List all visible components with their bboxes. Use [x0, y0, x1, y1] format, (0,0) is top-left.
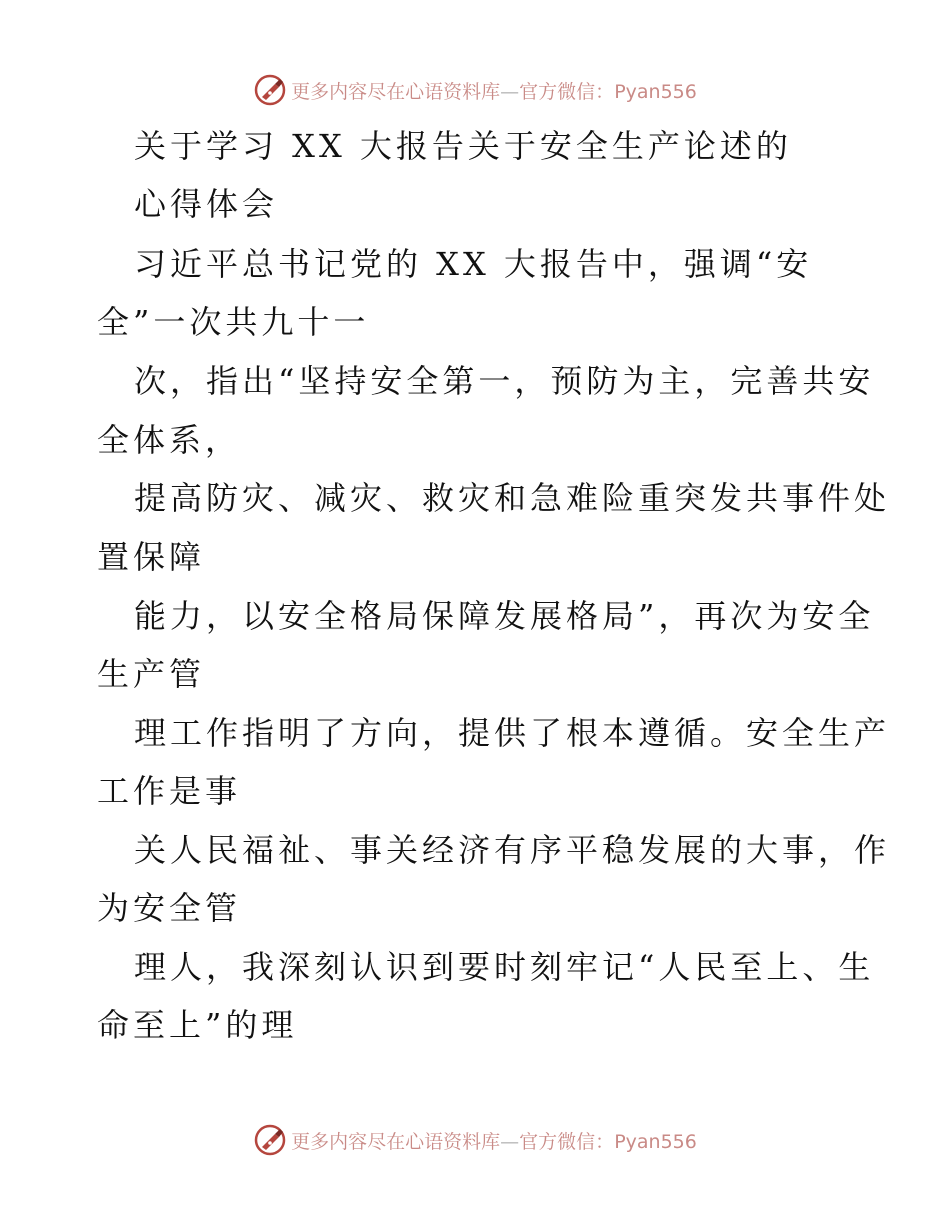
paragraph-line: 全体系，: [97, 421, 242, 459]
paragraph-line: 工作是事: [97, 772, 242, 810]
pen-nib-logo-icon: [253, 73, 287, 107]
paragraph-line: 命至上”的理: [97, 1006, 298, 1044]
banner-text: 更多内容尽在心语资料库—官方微信：Pyan556: [291, 1130, 697, 1153]
paragraph-line: 关人民福祉、事关经济有序平稳发展的大事，作: [134, 831, 891, 869]
footer-banner: [0, 1120, 950, 1160]
contact-id: Pyan556: [614, 1130, 697, 1153]
paragraph-line: 理人，我深刻认识到要时刻牢记“人民至上、生: [134, 948, 875, 986]
paragraph-line: 能力，以安全格局保障发展格局”，再次为安全: [134, 597, 875, 635]
paragraph-line: 为安全管: [97, 889, 242, 927]
pen-nib-logo-icon: [253, 1123, 287, 1157]
paragraph-line: 置保障: [97, 538, 206, 576]
paragraph-line: 理工作指明了方向，提供了根本遵循。安全生产: [134, 714, 891, 752]
title-line-1: 关于学习 XX 大报告关于安全生产论述的: [134, 127, 792, 165]
paragraph-line: 提高防灾、减灾、救灾和急难险重突发共事件处: [134, 479, 891, 517]
title-line-2: 心得体会: [134, 185, 279, 223]
banner-text: 更多内容尽在心语资料库—官方微信：Pyan556: [291, 80, 697, 103]
paragraph-line: 次，指出“坚持安全第一，预防为主，完善共安: [134, 362, 875, 400]
paragraph-line: 生产管: [97, 655, 206, 693]
contact-id: Pyan556: [614, 80, 697, 103]
paragraph-line: 习近平总书记党的 XX 大报告中，强调“安: [134, 245, 813, 283]
paragraph-line: 全”一次共九十一: [97, 303, 370, 341]
header-banner: [0, 70, 950, 110]
